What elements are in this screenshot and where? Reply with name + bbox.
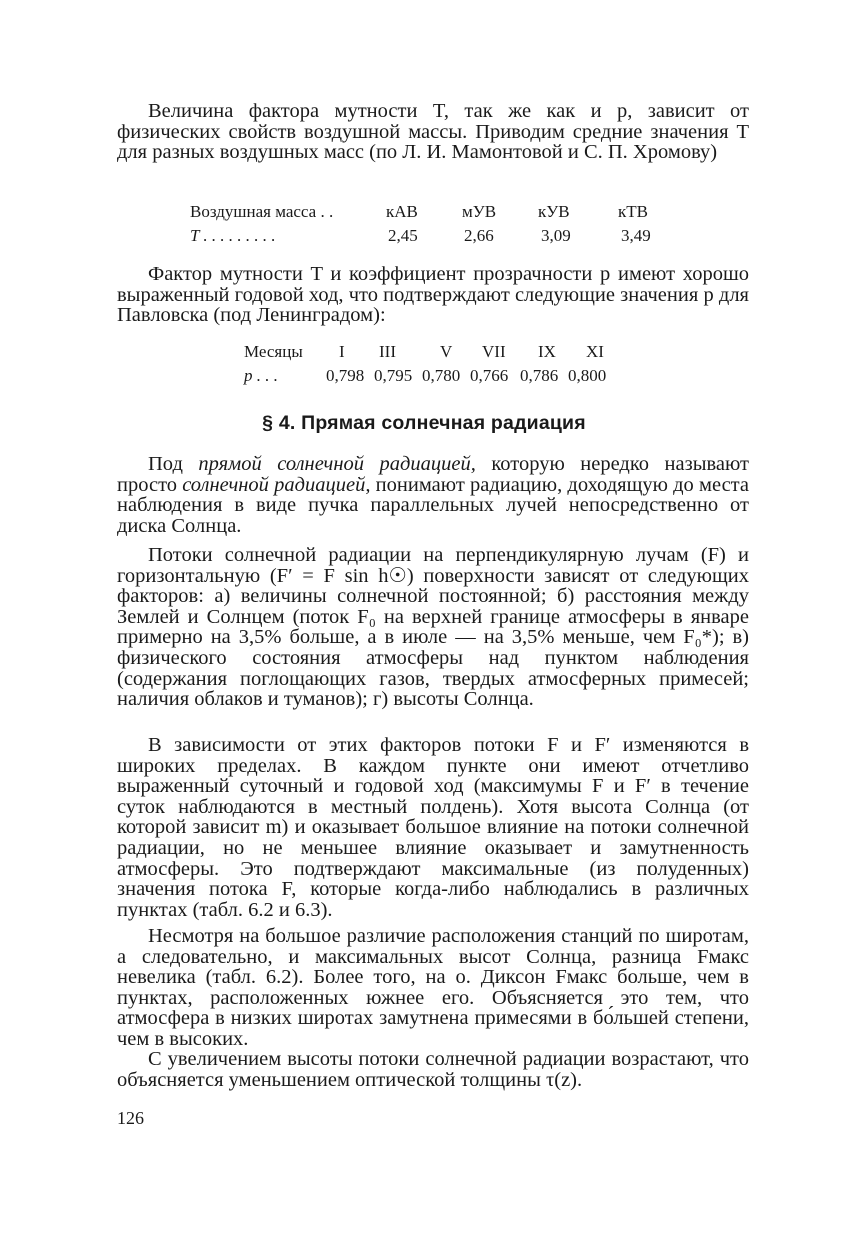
section-heading: § 4. Прямая солнечная радиация	[262, 412, 586, 434]
paragraph-turbidity-intro: Величина фактора мутности T, так же как и p, зависит от физических свойств воздушной массы. Приводим средние значения T для разных воздушных масс (по Л. И. Мамонтовой и С. П. Хромову)	[117, 100, 749, 164]
table-value-cell: 2,45	[388, 226, 418, 245]
paragraph-annual-course: Фактор мутности T и коэффициент прозрачности p имеют хорошо выраженный годовой ход, что подтверждают следующие значения p для Павловска (под Ленинградом):	[117, 263, 749, 327]
italic-term: прямой солнечной радиацией,	[198, 453, 476, 475]
table-row-label: Воздушная масса . .	[190, 202, 334, 221]
table-header-cell: мУВ	[462, 202, 497, 221]
table-value-label: T . . . . . . . . .	[190, 226, 276, 245]
table-header-cell: IX	[538, 342, 556, 361]
table-header-cell: кУВ	[538, 202, 570, 221]
italic-term: солнечной радиацией,	[182, 473, 371, 496]
table-header-cell: I	[339, 342, 345, 361]
table-value-cell: 0,798	[326, 366, 365, 385]
table-value-cell: 2,66	[464, 226, 494, 245]
table-value-cell: 3,09	[541, 226, 571, 245]
table-header-cell: кАВ	[386, 202, 418, 221]
table-value-label: p . . .	[244, 366, 278, 385]
table-row-label: Месяцы	[244, 342, 303, 361]
transparency-table	[244, 342, 644, 388]
table-header-cell: XI	[586, 342, 604, 361]
paragraph-station-comparison: Несмотря на большое различие расположения станций по широтам, а следовательно, и максимальных высот Солнца, разница Fмакс невелика (табл. 6.2). Более того, на о. Диксон Fмакс больше, чем в пунктах, расположенных южнее его. Объясняется это тем, что атмосфера в низких широтах замутнена примесями в бо́льшей степени, чем в высоких.	[117, 925, 749, 1050]
table-value-cell: 0,800	[568, 366, 607, 385]
table-value-cell: 0,780	[422, 366, 461, 385]
air-mass-table	[190, 202, 670, 250]
table-header-cell: кТВ	[618, 202, 648, 221]
paragraph-flux-variation: В зависимости от этих факторов потоки F и F′ изменяются в широких пределах. В каждом пункте они имеют отчетливо выраженный суточный и годовой ход (максимумы F и F′ в течение суток наблюдаются в местный полдень). Хотя высота Солнца (от которой зависит m) и оказывает большое влияние на потоки солнечной радиации, но не меньшее влияние оказывает и замутненность атмосферы. Это подтверждают максимальные (из полуденных) значения потока F, которые когда-либо наблюдались в различных пунктах (табл. 6.2 и 6.3).	[117, 734, 749, 921]
table-header-cell: V	[440, 342, 453, 361]
table-value-cell: 0,786	[520, 366, 559, 385]
table-header-cell: VII	[482, 342, 506, 361]
table-value-cell: 0,795	[374, 366, 413, 385]
table-value-cell: 3,49	[621, 226, 651, 245]
page-number: 126	[117, 1108, 144, 1128]
table-value-cell: 0,766	[470, 366, 509, 385]
paragraph-radiation-factors: Потоки солнечной радиации на перпендикулярную лучам (F) и горизонтальную (F′ = F sin h☉) поверхности зависят от следующих факторов: а) величины солнечной постоянной; б) расстояния между Землей и Солнцем (поток F₀ на верхней границе атмосферы в январе примерно на 3,5% больше, а в июле — на 3,5% меньше, чем F₀*); в) физического состояния атмосферы над пунктом наблюдения (содержания поглощающих газов, твердых атмосферных примесей; наличия облаков и туманов); г) высоты Солнца.	[117, 544, 749, 711]
paragraph-altitude-effect: С увеличением высоты потоки солнечной радиации возрастают, что объясняется уменьшением оптической толщины τ(z).	[117, 1048, 749, 1091]
table-header-cell: III	[379, 342, 396, 361]
paragraph-definition: Под прямой солнечной радиацией, которую нередко называют просто солнечной радиацией, понимают радиацию, доходящую до места наблюдения в виде пучка параллельных лучей непосредственно от диска Солнца.	[117, 453, 749, 537]
